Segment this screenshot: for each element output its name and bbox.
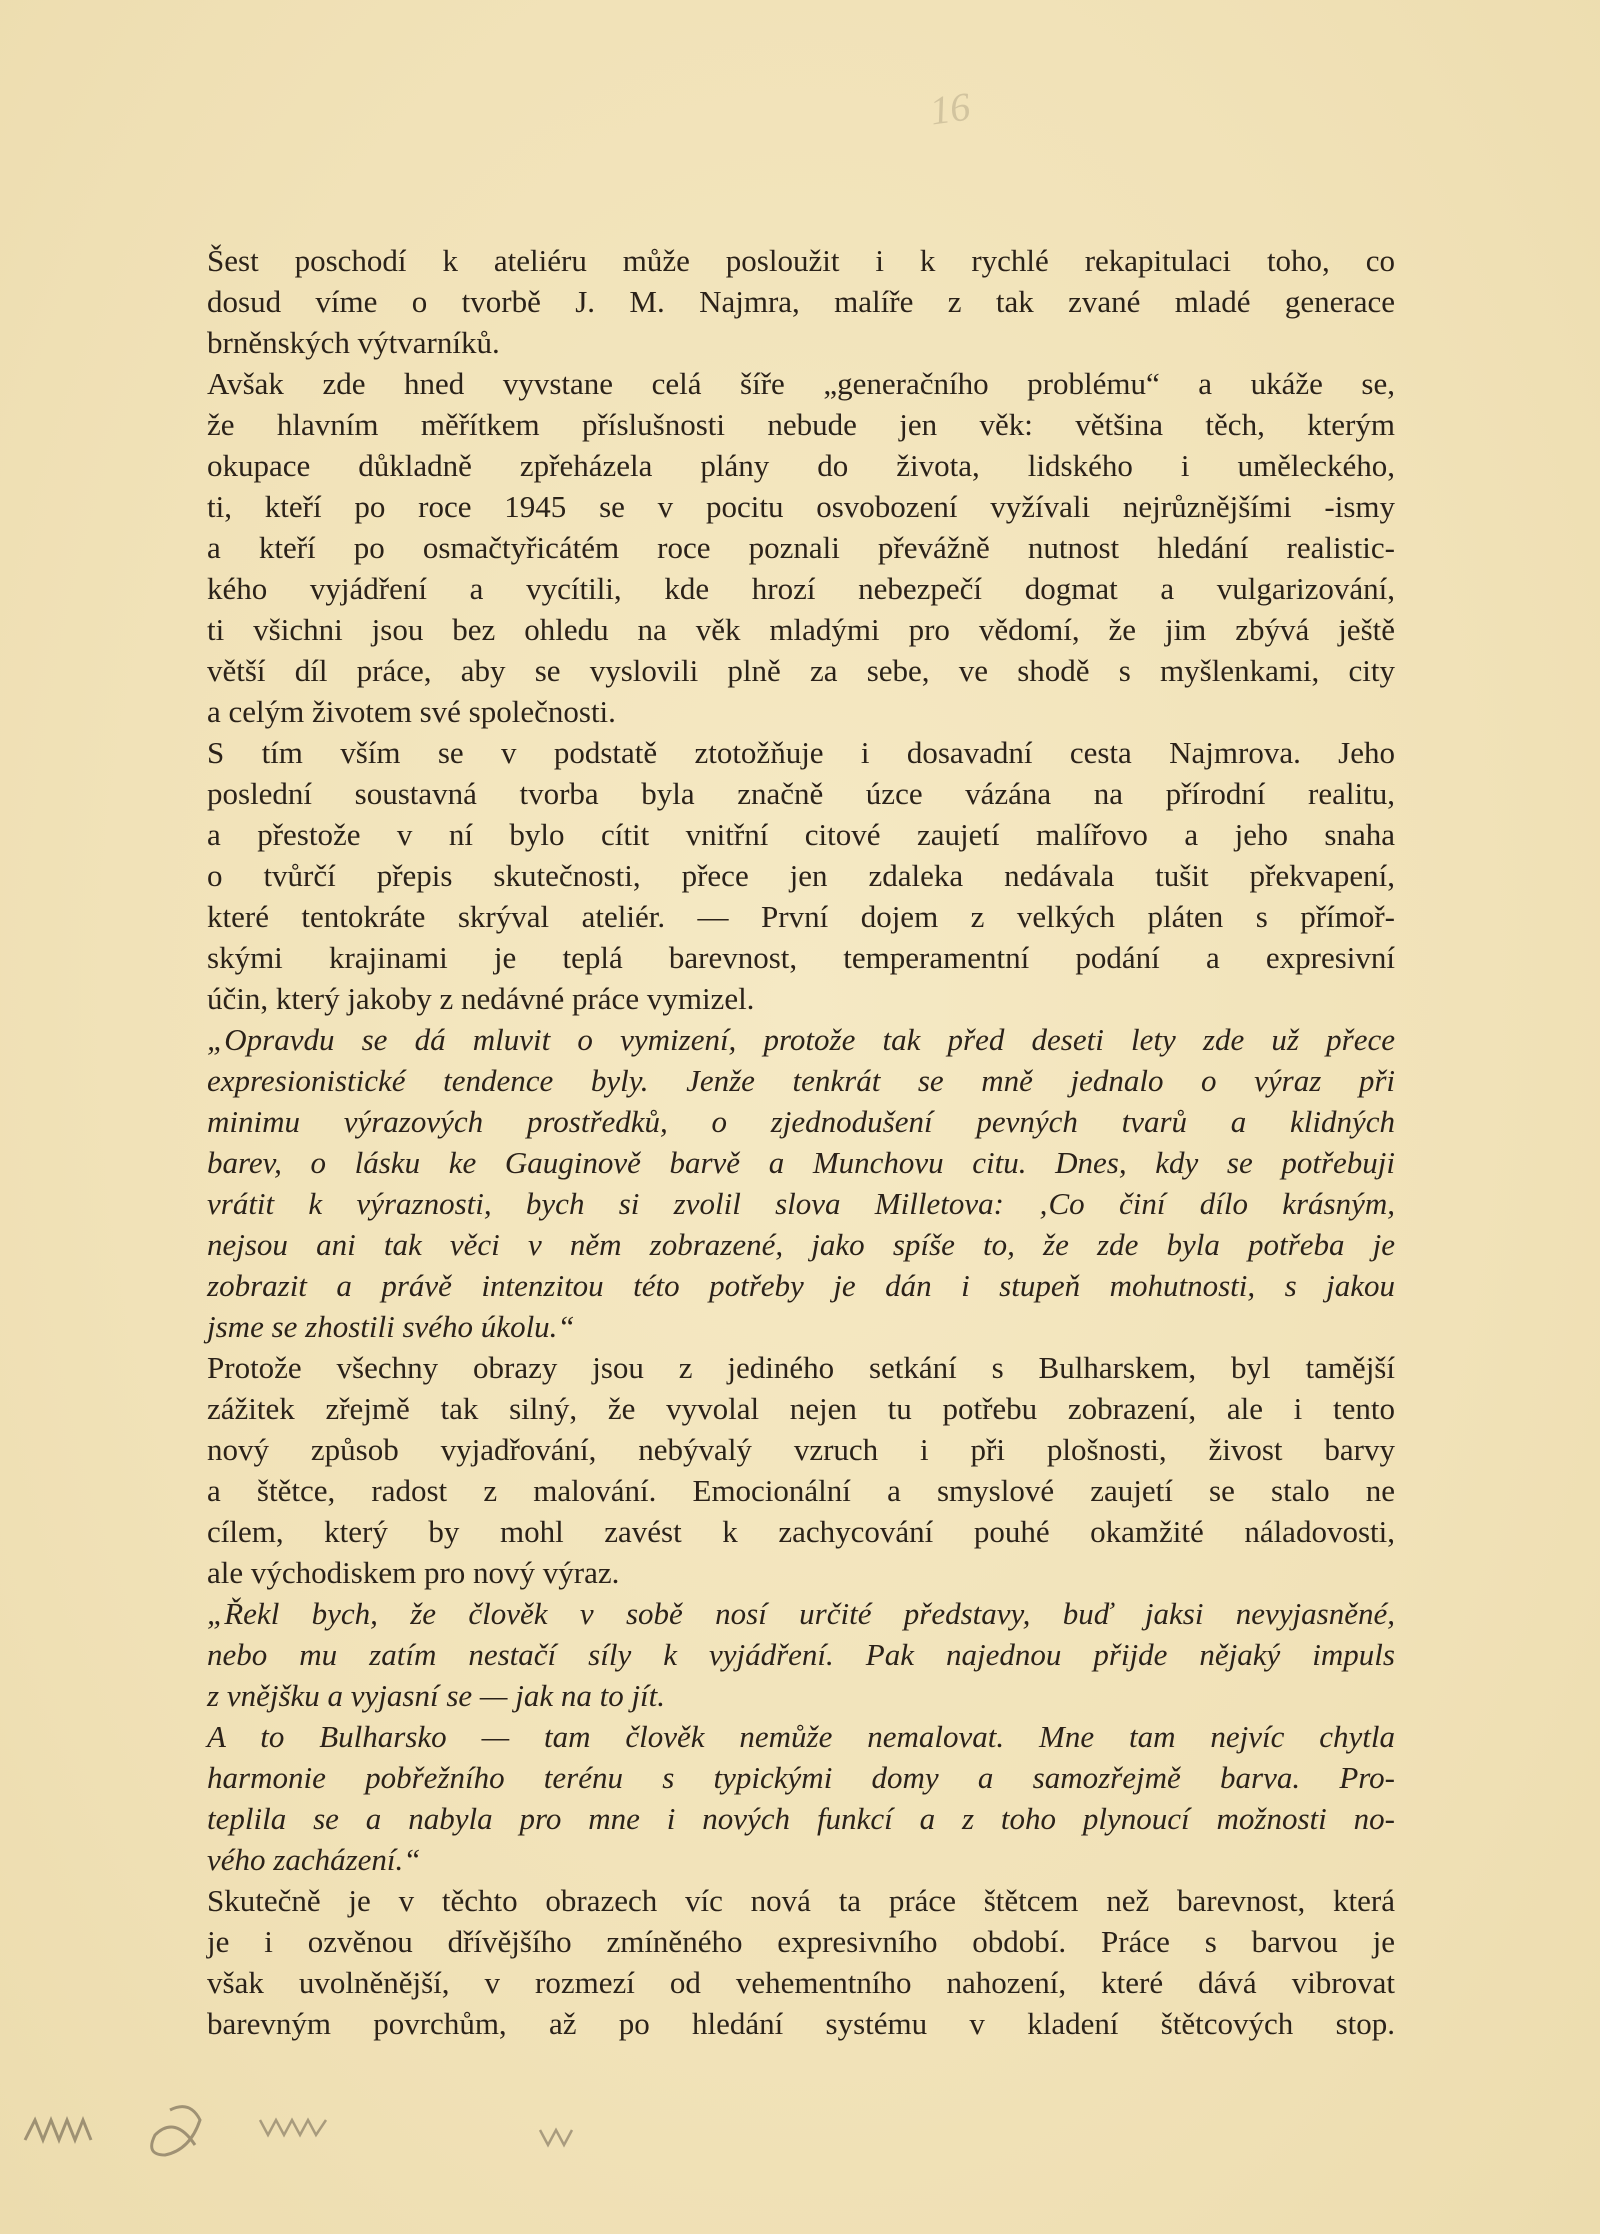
text-line: cílem, který by mohl zavést k zachycování pouhé okamžité náladovosti, xyxy=(207,1514,1395,1549)
text-line: a kteří po osmačtyřicátém roce poznali převážně nutnost hledání realistic- xyxy=(207,530,1395,565)
text-line: účin, který jakoby z nedávné práce vymizel. xyxy=(207,981,755,1016)
text-line: však uvolněnější, v rozmezí od vehementního nahození, které dává vibrovat xyxy=(207,1965,1395,2000)
text-line: „Řekl bych, že člověk v sobě nosí určité představy, buď jaksi nevyjasněné, xyxy=(207,1596,1395,1631)
text-line: poslední soustavná tvorba byla značně úzce vázána na přírodní realitu, xyxy=(207,776,1395,811)
text-line: barevným povrchům, až po hledání systému v kladení štětcových stop. xyxy=(207,2006,1395,2041)
text-line: Šest poschodí k ateliéru může posloužit i k rychlé rekapitulaci toho, co xyxy=(207,243,1395,278)
paragraph xyxy=(207,363,1395,732)
text-line: nejsou ani tak věci v něm zobrazené, jako spíše to, že zde byla potřeba je xyxy=(207,1227,1395,1262)
text-line: zážitek zřejmě tak silný, že vyvolal nejen tu potřebu zobrazení, ale i tento xyxy=(207,1391,1395,1426)
text-line: teplila se a nabyla pro mne i nových funkcí a z toho plynoucí možnosti no- xyxy=(207,1801,1395,1836)
text-line: a celým životem své společnosti. xyxy=(207,694,616,729)
text-line: skými krajinami je teplá barevnost, temperamentní podání a expresivní xyxy=(207,940,1395,975)
text-line: „Opravdu se dá mluvit o vymizení, protože tak před deseti lety zde už přece xyxy=(207,1022,1395,1057)
paragraph xyxy=(207,1347,1395,1593)
text-line: barev, o lásku ke Gauginově barvě a Munchovu citu. Dnes, kdy se potřebuji xyxy=(207,1145,1395,1180)
text-line: brněnských výtvarníků. xyxy=(207,325,500,360)
text-line: je i ozvěnou dřívějšího zmíněného expresivního období. Práce s barvou je xyxy=(207,1924,1395,1959)
quote-paragraph xyxy=(207,1593,1395,1716)
text-line: vrátit k výraznosti, bych si zvolil slova Milletova: ‚Co činí dílo krásným, xyxy=(207,1186,1395,1221)
text-line: z vnějšku a vyjasní se — jak na to jít. xyxy=(207,1678,666,1713)
text-line: nový způsob vyjadřování, nebývalý vzruch i při plošnosti, živost barvy xyxy=(207,1432,1395,1467)
text-line: že hlavním měřítkem příslušnosti nebude jen věk: většina těch, kterým xyxy=(207,407,1395,442)
text-line: okupace důkladně zpřeházela plány do života, lidského i uměleckého, xyxy=(207,448,1395,483)
quote-paragraph xyxy=(207,1019,1395,1347)
handwritten-page-mark: 16 xyxy=(927,83,973,134)
text-line: S tím vším se v podstatě ztotožňuje i dosavadní cesta Najmrova. Jeho xyxy=(207,735,1395,770)
text-line: minimu výrazových prostředků, o zjednodušení pevných tvarů a klidných xyxy=(207,1104,1395,1139)
article-body xyxy=(207,240,1395,2044)
text-line: ti všichni jsou bez ohledu na věk mladými pro vědomí, že jim zbývá ještě xyxy=(207,612,1395,647)
text-line: a štětce, radost z malování. Emocionální a smyslové zaujetí se stalo ne xyxy=(207,1473,1395,1508)
text-line: harmonie pobřežního terénu s typickými domy a samozřejmě barva. Pro- xyxy=(207,1760,1395,1795)
text-line: jsme se zhostili svého úkolu.“ xyxy=(207,1309,575,1344)
text-line: kého vyjádření a vycítili, kde hrozí nebezpečí dogmat a vulgarizování, xyxy=(207,571,1395,606)
text-line: expresionistické tendence byly. Jenže tenkrát se mně jednalo o výraz při xyxy=(207,1063,1395,1098)
text-line: větší díl práce, aby se vyslovili plně za sebe, ve shodě s myšlenkami, city xyxy=(207,653,1395,688)
handwritten-scribble xyxy=(20,2080,700,2190)
paragraph xyxy=(207,240,1395,363)
text-line: A to Bulharsko — tam člověk nemůže nemalovat. Mne tam nejvíc chytla xyxy=(207,1719,1395,1754)
text-line: nebo mu zatím nestačí síly k vyjádření. Pak najednou přijde nějaký impuls xyxy=(207,1637,1395,1672)
text-line: vého zacházení.“ xyxy=(207,1842,421,1877)
paragraph xyxy=(207,732,1395,1019)
text-line: Skutečně je v těchto obrazech víc nová ta práce štětcem než barevnost, která xyxy=(207,1883,1395,1918)
text-line: ti, kteří po roce 1945 se v pocitu osvobození vyžívali nejrůznějšími -ismy xyxy=(207,489,1395,524)
text-line: dosud víme o tvorbě J. M. Najmra, malíře z tak zvané mladé generace xyxy=(207,284,1395,319)
text-line: zobrazit a právě intenzitou této potřeby je dán i stupeň mohutnosti, s jakou xyxy=(207,1268,1395,1303)
text-line: a přestože v ní bylo cítit vnitřní citové zaujetí malířovo a jeho snaha xyxy=(207,817,1395,852)
text-line: Protože všechny obrazy jsou z jediného setkání s Bulharskem, byl tamější xyxy=(207,1350,1395,1385)
text-line: ale východiskem pro nový výraz. xyxy=(207,1555,620,1590)
text-line: o tvůrčí přepis skutečnosti, přece jen zdaleka nedávala tušit překvapení, xyxy=(207,858,1395,893)
text-line: které tentokráte skrýval ateliér. — První dojem z velkých pláten s přímoř- xyxy=(207,899,1395,934)
paragraph xyxy=(207,1880,1395,2044)
quote-paragraph xyxy=(207,1716,1395,1880)
text-line: Avšak zde hned vyvstane celá šíře „generačního problému“ a ukáže se, xyxy=(207,366,1395,401)
